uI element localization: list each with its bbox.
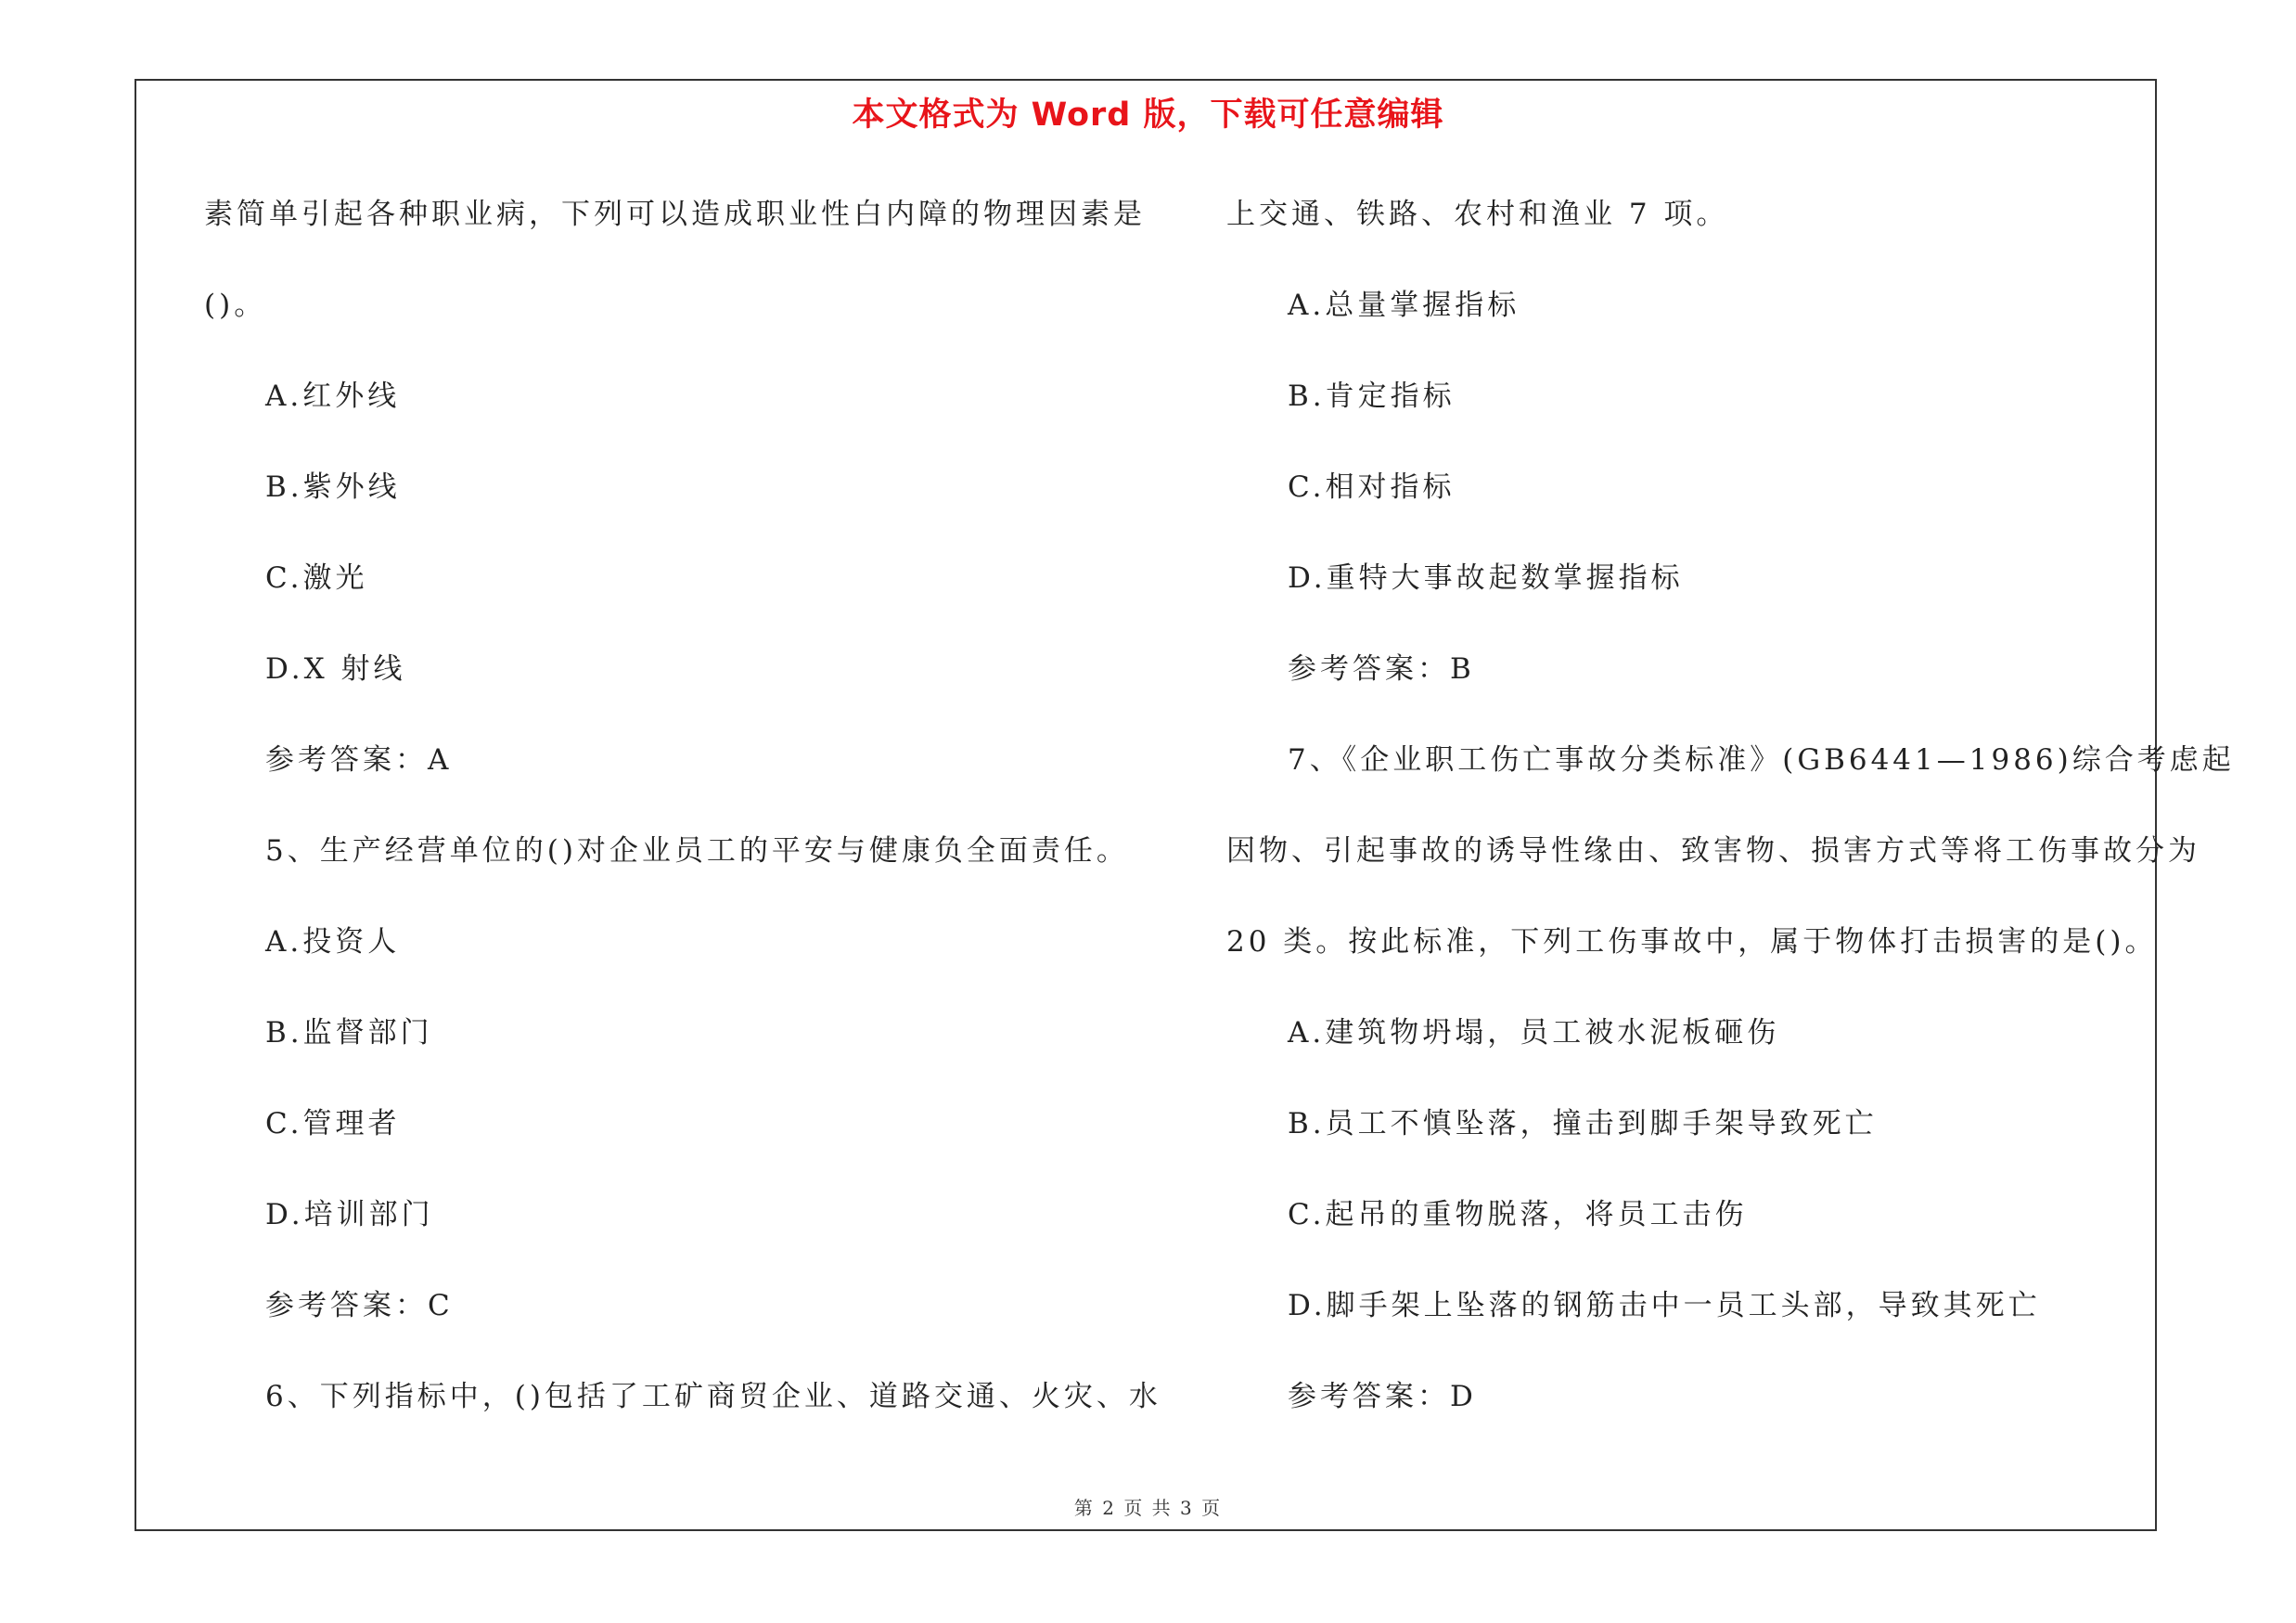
- left-column-line: D.X 射线: [265, 652, 406, 686]
- left-column-line: 素简单引起各种职业病，下列可以造成职业性白内障的物理因素是: [204, 198, 1146, 231]
- left-column-line: A.红外线: [265, 380, 401, 413]
- left-column-line: C.管理者: [265, 1107, 401, 1140]
- page-footer: 第 2 页 共 3 页: [1073, 1497, 1223, 1519]
- left-column-line: 5、生产经营单位的()对企业员工的平安与健康负全面责任。: [265, 834, 1129, 868]
- left-column-line: A.投资人: [265, 925, 401, 959]
- right-column-line: 因物、引起事故的诱导性缘由、致害物、损害方式等将工伤事故分为: [1226, 834, 2200, 868]
- right-column-line: 7、《企业职工伤亡事故分类标准》(GB6441—1986)综合考虑起: [1288, 743, 2235, 777]
- left-column-line: B.紫外线: [265, 470, 401, 504]
- left-column-line: D.培训部门: [265, 1198, 434, 1231]
- left-column-line: 参考答案：A: [265, 743, 453, 777]
- right-column-line: B.员工不慎坠落，撞击到脚手架导致死亡: [1288, 1107, 1878, 1140]
- left-column-line: ()。: [204, 289, 267, 322]
- right-column-line: A.总量掌握指标: [1288, 289, 1520, 322]
- right-column-line: D.重特大事故起数掌握指标: [1288, 561, 1684, 595]
- left-column-line: C.激光: [265, 561, 368, 595]
- right-column-line: A.建筑物坍塌，员工被水泥板砸伤: [1288, 1016, 1780, 1050]
- right-column-line: C.相对指标: [1288, 470, 1456, 504]
- left-column-line: 参考答案：C: [265, 1289, 454, 1322]
- left-column-line: B.监督部门: [265, 1016, 433, 1050]
- word-format-banner: 本文格式为 Word 版，下载可任意编辑: [852, 97, 1444, 134]
- right-column-line: C.起吊的重物脱落，将员工击伤: [1288, 1198, 1748, 1231]
- right-column-line: 参考答案：B: [1288, 652, 1475, 686]
- right-column-line: 20 类。按此标准，下列工伤事故中，属于物体打击损害的是()。: [1226, 925, 2158, 959]
- right-column-line: D.脚手架上坠落的钢筋击中一员工头部，导致其死亡: [1288, 1289, 2041, 1322]
- right-column-line: 上交通、铁路、农村和渔业 7 项。: [1226, 198, 1729, 231]
- right-column-line: 参考答案：D: [1288, 1380, 1477, 1413]
- right-column-line: B.肯定指标: [1288, 380, 1456, 413]
- left-column-line: 6、下列指标中，()包括了工矿商贸企业、道路交通、火灾、水: [265, 1380, 1161, 1413]
